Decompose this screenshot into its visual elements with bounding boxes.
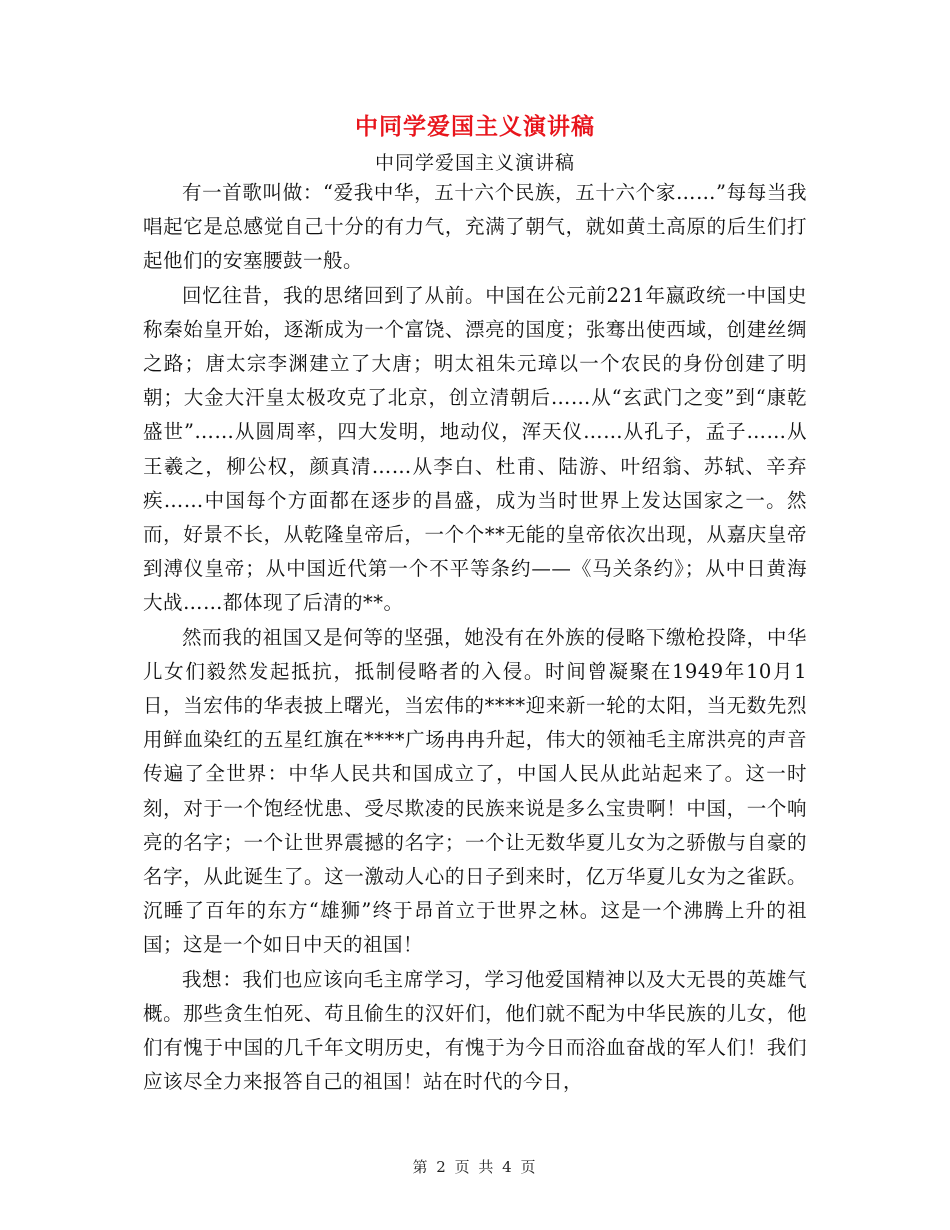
page-footer: 第 2 页 共 4 页 [412, 1158, 538, 1176]
document-subtitle: 中同学爱国主义演讲稿 [374, 152, 575, 174]
paragraph-3: 然而我的祖国又是何等的坚强，她没有在外族的侵略下缴枪投降，中华儿女们毅然发起抵抗，抵制侵略者的入侵。时间曾凝聚在1949年10月1日，当宏伟的华表披上曙光，当宏伟的****迎来新一轮的太阳，当无数先烈用鲜血染红的五星红旗在****广场冉冉升起，伟大的领袖毛主席洪亮的声音传遍了全世界：中华人民共和国成立了，中国人民从此站起来了。这一时刻，对于一个饱经忧患、受尽欺凌的民族来说是多么宝贵啊！中国，一个响亮的名字；一个让世界震撼的名字；一个让无数华夏儿女为之骄傲与自豪的名字，从此诞生了。这一激动人心的日子到来时，亿万华夏儿女为之雀跃。沉睡了百年的东方“雄狮”终于昂首立于世界之林。这是一个沸腾上升的祖国；这是一个如日中天的祖国！ [143, 625, 807, 957]
document-body [143, 176, 807, 1099]
document-title: 中同学爱国主义演讲稿 [355, 114, 595, 140]
paragraph-2: 回忆往昔，我的思绪回到了从前。中国在公元前221年嬴政统一中国史称秦始皇开始，逐渐成为一个富饶、漂亮的国度；张骞出使西域，创建丝绸之路；唐太宗李渊建立了大唐；明太祖朱元璋以一个农民的身份创建了明朝；大金大汗皇太极攻克了北京，创立清朝后……从“玄武门之变”到“康乾盛世”……从圆周率，四大发明，地动仪，浑天仪……从孔子，孟子……从王羲之，柳公权，颜真清……从李白、杜甫、陆游、叶绍翁、苏轼、辛弃疾……中国每个方面都在逐步的昌盛，成为当时世界上发达国家之一。然而，好景不长，从乾隆皇帝后，一个个**无能的皇帝依次出现，从嘉庆皇帝到溥仪皇帝；从中国近代第一个不平等条约——《马关条约》；从中日黄海大战……都体现了后清的**。 [143, 283, 807, 615]
paragraph-1: 有一首歌叫做：“爱我中华，五十六个民族，五十六个家……”每每当我唱起它是总感觉自己十分的有力气，充满了朝气，就如黄土高原的后生们打起他们的安塞腰鼓一般。 [143, 181, 807, 273]
paragraph-4: 我想：我们也应该向毛主席学习，学习他爱国精神以及大无畏的英雄气概。那些贪生怕死、苟且偷生的汉奸们，他们就不配为中华民族的儿女，他们有愧于中国的几千年文明历史，有愧于为今日而浴血奋战的军人们！我们应该尽全力来报答自己的祖国！站在时代的今日， [143, 967, 807, 1094]
